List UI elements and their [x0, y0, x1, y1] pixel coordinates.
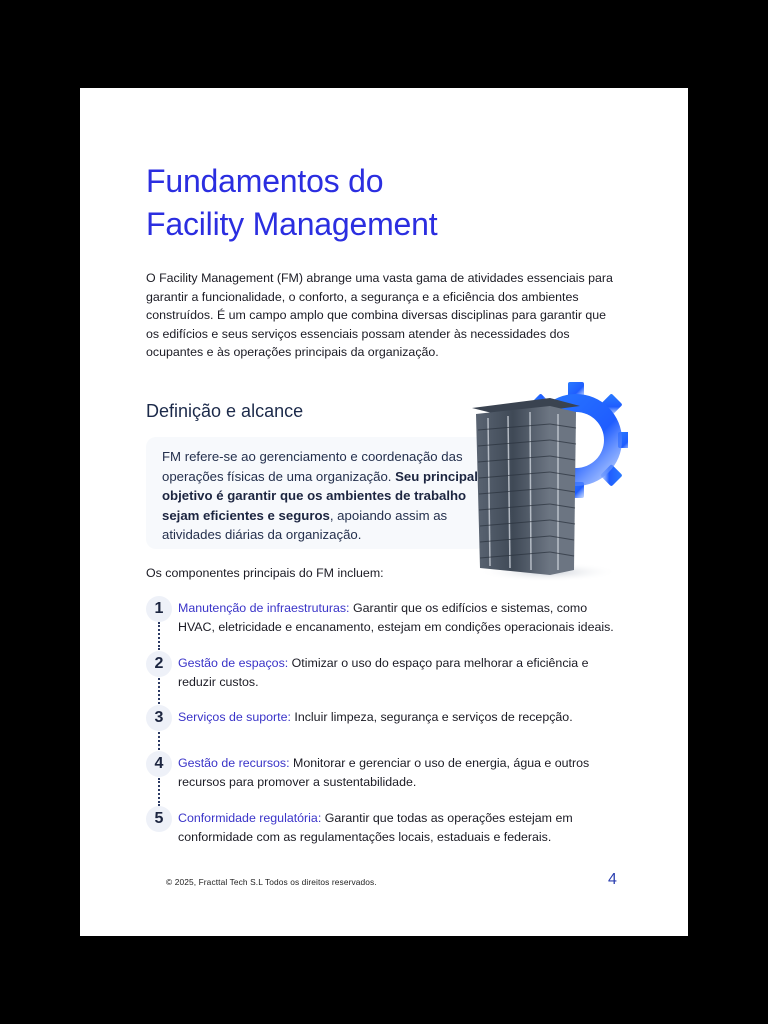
step-label: Conformidade regulatória: [178, 811, 322, 825]
page-title-line1: Fundamentos do [146, 163, 384, 199]
step-description: Monitorar e gerenciar o uso de energia, água e outros recursos para promover a sustentabilidade. [178, 756, 590, 789]
step-text [178, 708, 618, 727]
page-title [146, 160, 437, 246]
footer-copyright: © 2025, Fracttal Tech S.L Todos os direitos reservados. [166, 877, 377, 887]
section-heading: Definição e alcance [146, 401, 304, 421]
definition-callout [146, 437, 486, 549]
page-title-line2: Facility Management [146, 206, 438, 242]
callout-text-bold: Seu principal objetivo é garantir que os ambientes de trabalho sejam eficientes e seguros [162, 468, 478, 523]
page-number: 4 [608, 871, 617, 888]
components-intro: Os componentes principais do FM incluem: [146, 566, 384, 580]
callout-text-after: , apoiando assim as atividades diárias da organização. [162, 507, 448, 543]
step-text [178, 599, 618, 637]
step-text [178, 809, 618, 847]
step-label: Manutenção de infraestruturas: [178, 601, 350, 615]
building-gear-illustration [458, 370, 628, 585]
step-description: Otimizar o uso do espaço para melhorar a eficiência e reduzir custos. [178, 656, 589, 689]
step-number: 5 [146, 806, 172, 832]
step-text [178, 654, 618, 692]
step-description: Garantir que todas as operações estejam em conformidade com as regulamentações locais, estaduais e federais. [178, 811, 573, 844]
building-gear-icon [458, 370, 628, 585]
step-description: Garantir que os edifícios e sistemas, como HVAC, eletricidade e encanamento, estejam em condições operacionais ideais. [178, 601, 614, 634]
step-label: Serviços de suporte: [178, 710, 291, 724]
callout-text-before: FM refere-se ao gerenciamento e coordenação das operações físicas de uma organização. [162, 449, 463, 484]
step-connector [158, 732, 160, 750]
step-description: Incluir limpeza, segurança e serviços de recepção. [290, 710, 573, 724]
step-connector [158, 778, 160, 806]
document-page [80, 88, 688, 936]
step-connector [158, 678, 160, 704]
callout-text [162, 447, 482, 545]
step-number: 1 [146, 596, 172, 622]
step-label: Gestão de recursos: [178, 756, 290, 770]
step-text [178, 754, 618, 792]
step-connector [158, 622, 160, 650]
intro-paragraph: O Facility Management (FM) abrange uma vasta gama de atividades essenciais para garantir a funcionalidade, o conforto, a segurança e a eficiência dos ambientes construídos. É um campo amplo que combina diversas disciplinas para garantir que os edifícios e seus serviços essenciais possam atender às necessidades dos ocupantes e às operações principais da organização. [146, 271, 613, 360]
step-number: 3 [146, 705, 172, 731]
step-number: 2 [146, 651, 172, 677]
step-number: 4 [146, 751, 172, 777]
step-label: Gestão de espaços: [178, 656, 289, 670]
